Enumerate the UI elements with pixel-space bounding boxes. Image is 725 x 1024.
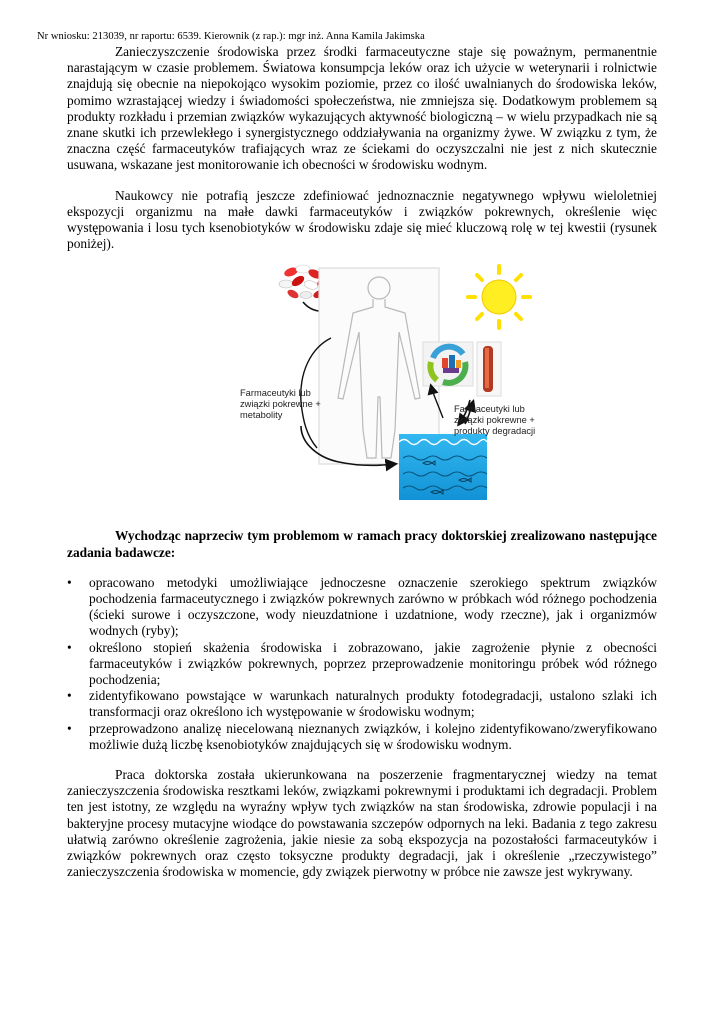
paragraph-intro: Zanieczyszczenie środowiska przez środki farmaceutyczne staje się poważnym, permanentnie narastającym w czasie problemem. Światowa konsumpcja leków oraz ich użycie w weterynarii i rolnictwie znajdują się obecnie na niepokojąco wysokim poziomie, przez co ilość uwalnianych do środowiska leków, pomimo wzrastającej wiedzy i świadomości społeczeństwa, nie zmniejsza się. Dodatkowym problemem są produkty rozkładu i przemian związków wykazujących aktywność biologiczną – w wielu przypadkach nie są znane skutki ich przewlekłego i synergistycznego oddziaływania na organizmy żywe. W związku z tym, że znaczna część farmaceutyków trafiających wraz ze ściekami do oczyszczalni nie jest z nich skutecznie usuwana, wskazane jest monitorowanie ich obecności w środowisku wodnym. [67, 44, 657, 173]
research-tasks-list [67, 575, 657, 753]
list-item: • określono stopień skażenia środowiska i zobrazowano, jakie zagrożenie płynie z obecności farmaceutyków i związków pokrewnych, poprzez przeprowadzenie monitoringu próbek wód różnego pochodzenia; [89, 640, 657, 689]
document-header: Nr wniosku: 213039, nr raportu: 6539. Kierownik (z rap.): mgr inż. Anna Kamila Jakimska [37, 31, 425, 42]
research-tasks-heading: Wychodząc naprzeciw tym problemom w ramach pracy doktorskiej zrealizowano następujące zadania badawcze: [67, 528, 657, 560]
document-body [67, 44, 657, 881]
water-body-icon [399, 434, 487, 500]
figure-label-degradation-products: Farmaceutyki lub związki pokrewne + produkty degradacji [454, 404, 536, 437]
paragraph-exposure: Naukowcy nie potrafią jeszcze zdefiniować jednoznacznie negatywnego wpływu wieloletniej ekspozycji organizmu na małe dawki farmaceutyków i związków pokrewnych, określenie więc występowania i losu tych ksenobiotyków w środowisku zdaje się mieć kluczową rolę w tej kwestii (rysunek poniżej). [67, 187, 657, 252]
list-item: • przeprowadzono analizę niecelowaną nieznanych związków, i kolejno zidentyfikowano/zweryfikowano możliwie dużą liczbę ksenobiotyków znajdujących się w środowisku wodnym. [89, 721, 657, 753]
list-item: • zidentyfikowano powstające w warunkach naturalnych produkty fotodegradacji, ustalono szlaki ich transformacji oraz określono ich występowanie w środowisku wodnym; [89, 688, 657, 720]
sun-icon [468, 266, 530, 328]
list-item: • opracowano metodyki umożliwiające jednoczesne oznaczenie szerokiego spektrum związków pochodzenia farmaceutycznego i związków pokrewnych zarówno w próbkach wód różnego pochodzenia (ścieki surowe i oczyszczone, wody nieuzdatnione i uzdatnione, wody rzeczne), jak i organizmów wodnych (ryby); [89, 575, 657, 640]
figure-label-metabolites: Farmaceutyki lub związki pokrewne + metabolity [240, 388, 321, 421]
figure-illustration [67, 262, 657, 516]
paragraph-conclusion: Praca doktorska została ukierunkowana na poszerzenie fragmentarycznej wiedzy na temat zanieczyszczenia środowiska resztkami leków, związkami pokrewnymi i produktami ich degradacji. Problem ten jest istotny, ze względu na wyraźny wpływ tych związków na stan środowiska, zdrowie populacji i na bakteryjne procesy mutacyjne wiodące do powstawania szczepów odpornych na leki. Badania z tego zakresu ułatwią zarówno określenie zagrożenia, jakie niesie za sobą ekspozycja na pozostałości farmaceutyków i związków pokrewnych oraz często toksyczne produkty degradacji, jak i określenie „rzeczywistego” zanieczyszczenia środowiska w momencie, gdy związek pierwotny w próbce nie zawsze jest wykrywany. [67, 767, 657, 880]
pharmaceutical-fate-figure [67, 262, 657, 516]
